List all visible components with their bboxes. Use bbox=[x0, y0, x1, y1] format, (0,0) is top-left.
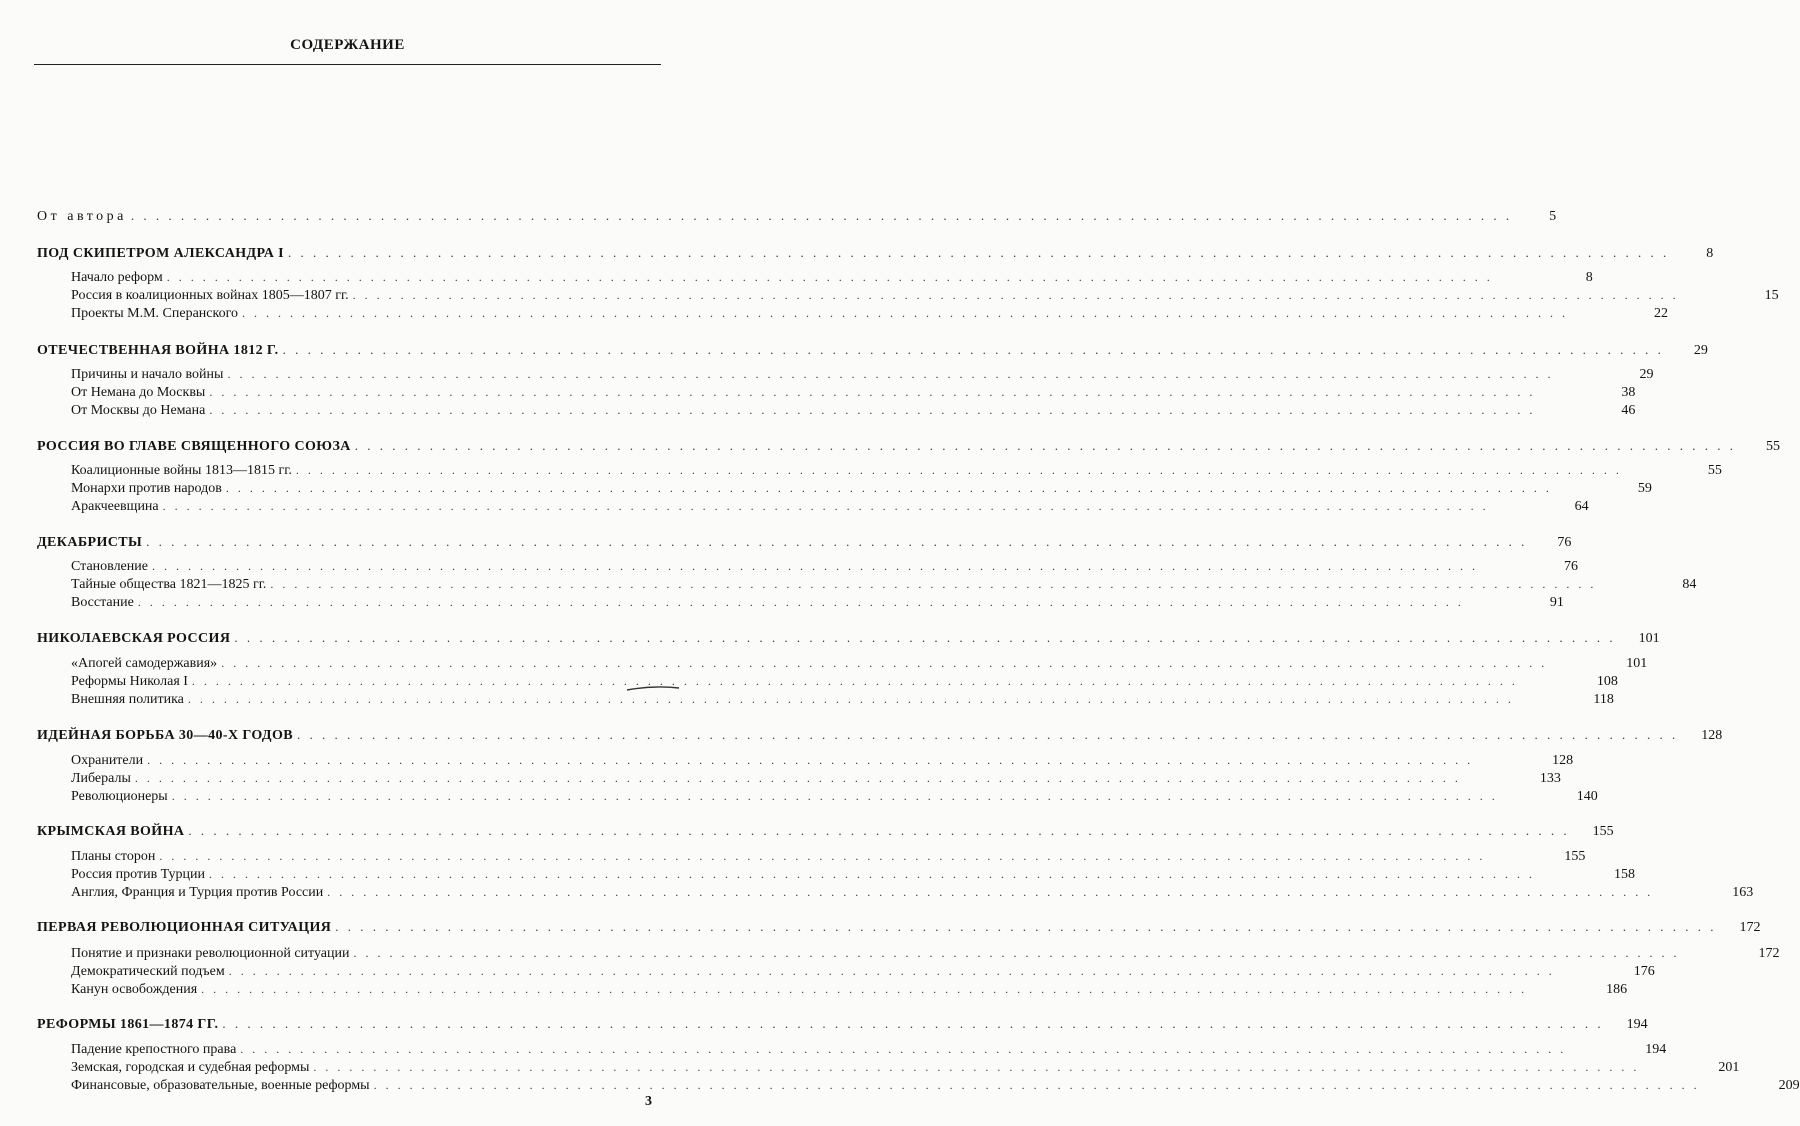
toc-chapter[interactable] bbox=[37, 244, 1714, 262]
page-number: 3 bbox=[645, 1094, 652, 1109]
section-page-number: 59 bbox=[1637, 481, 1652, 496]
section-title: Внешняя политика bbox=[71, 692, 184, 707]
dot-leader: . . . . . . . . . . . . . . . . . . . . . . . . . . . . . . . . . . . . . . . . . . . . . . . . . . . . . . . . . . . . . . . . . . . . . . . . . . . . . . . . . . . . . . . . . . . . . . . . . . . . . . . . . . . . . . . bbox=[146, 534, 1528, 549]
chapter-title: ПОД СКИПЕТРОМ АЛЕКСАНДРА I bbox=[37, 246, 284, 261]
section-page-number: 172 bbox=[1758, 946, 1780, 961]
dot-leader: . . . . . . . . . . . . . . . . . . . . . . . . . . . . . . . . . . . . . . . . . . . . . . . . . . . . . . . . . . . . . . . . . . . . . . . . . . . . . . . . . . . . . . . . . . . . . . . . . . . . . . . . . . . . . . . bbox=[240, 1042, 1567, 1056]
section-title: Аракчеевщина bbox=[71, 499, 159, 514]
dot-leader: . . . . . . . . . . . . . . . . . . . . . . . . . . . . . . . . . . . . . . . . . . . . . . . . . . . . . . . . . . . . . . . . . . . . . . . . . . . . . . . . . . . . . . . . . . . . . . . . . . . . . . . . . . . . . . . bbox=[313, 1060, 1640, 1074]
toc-section[interactable] bbox=[71, 557, 1578, 575]
section-title: Понятие и признаки революционной ситуации bbox=[71, 946, 350, 961]
toc-section[interactable] bbox=[71, 575, 1697, 593]
section-page-number: 163 bbox=[1732, 885, 1754, 900]
dot-leader: . . . . . . . . . . . . . . . . . . . . . . . . . . . . . . . . . . . . . . . . . . . . . . . . . . . . . . . . . . . . . . . . . . . . . . . . . . . . . . . . . . . . . . . . . . . . . . . . . . . . . . . . . . . . . . . bbox=[187, 692, 1514, 706]
section-title: Россия в коалиционных войнах 1805—1807 гг. bbox=[71, 288, 349, 303]
toc-chapter[interactable] bbox=[37, 533, 1572, 551]
dot-leader: . . . . . . . . . . . . . . . . . . . . . . . . . . . . . . . . . . . . . . . . . . . . . . . . . . . . . . . . . . . . . . . . . . . . . . . . . . . . . . . . . . . . . . . . . . . . . . . . . . . . . . . . . . . . . . . bbox=[241, 306, 1568, 320]
toc-section[interactable] bbox=[71, 383, 1636, 401]
dot-leader: . . . . . . . . . . . . . . . . . . . . . . . . . . . . . . . . . . . . . . . . . . . . . . . . . . . . . . . . . . . . . . . . . . . . . . . . . . . . . . . . . . . . . . . . . . . . . . . . . . . . . . . . . . . . . . . bbox=[270, 577, 1597, 591]
section-title: Проекты М.М. Сперанского bbox=[71, 306, 238, 321]
dot-leader: . . . . . . . . . . . . . . . . . . . . . . . . . . . . . . . . . . . . . . . . . . . . . . . . . . . . . . . . . . . . . . . . . . . . . . . . . . . . . . . . . . . . . . . . . . . . . . . . . . . . . . . . . . . . . . . bbox=[352, 288, 1679, 302]
chapter-title: ОТЕЧЕСТВЕННАЯ ВОЙНА 1812 Г. bbox=[37, 343, 279, 358]
chapter-title: ПЕРВАЯ РЕВОЛЮЦИОННАЯ СИТУАЦИЯ bbox=[37, 920, 332, 935]
dot-leader: . . . . . . . . . . . . . . . . . . . . . . . . . . . . . . . . . . . . . . . . . . . . . . . . . . . . . . . . . . . . . . . . . . . . . . . . . . . . . . . . . . . . . . . . . . . . . . . . . . . . . . . . . . . . . . . bbox=[287, 245, 1670, 260]
dot-leader: . . . . . . . . . . . . . . . . . . . . . . . . . . . . . . . . . . . . . . . . . . . . . . . . . . . . . . . . . . . . . . . . . . . . . . . . . . . . . . . . . . . . . . . . . . . . . . . . . . . . . . . . . . . . . . . bbox=[130, 208, 1513, 223]
section-page-number: 64 bbox=[1574, 499, 1589, 514]
toc-chapter[interactable] bbox=[37, 341, 1708, 359]
toc-section[interactable] bbox=[71, 962, 1655, 980]
section-page-number: 38 bbox=[1621, 385, 1636, 400]
section-title: Демократический подъем bbox=[71, 964, 225, 979]
section-title: Начало реформ bbox=[71, 270, 163, 285]
section-title: Россия против Турции bbox=[71, 867, 206, 882]
dot-leader: . . . . . . . . . . . . . . . . . . . . . . . . . . . . . . . . . . . . . . . . . . . . . . . . . . . . . . . . . . . . . . . . . . . . . . . . . . . . . . . . . . . . . . . . . . . . . . . . . . . . . . . . . . . . . . . bbox=[234, 630, 1616, 645]
header-rule bbox=[34, 64, 661, 65]
section-title: Земская, городская и судебная реформы bbox=[71, 1060, 310, 1075]
dot-leader: . . . . . . . . . . . . . . . . . . . . . . . . . . . . . . . . . . . . . . . . . . . . . . . . . . . . . . . . . . . . . . . . . . . . . . . . . . . . . . . . . . . . . . . . . . . . . . . . . . . . . . . . . . . . . . . bbox=[282, 342, 1664, 357]
chapter-page-number: 55 bbox=[1766, 439, 1780, 454]
section-title: Финансовые, образовательные, военные реформы bbox=[71, 1078, 370, 1093]
section-page-number: 194 bbox=[1645, 1042, 1667, 1057]
chapter-title: КРЫМСКАЯ ВОЙНА bbox=[37, 824, 185, 839]
section-title: Коалиционные войны 1813—1815 гг. bbox=[71, 463, 292, 478]
dot-leader: . . . . . . . . . . . . . . . . . . . . . . . . . . . . . . . . . . . . . . . . . . . . . . . . . . . . . . . . . . . . . . . . . . . . . . . . . . . . . . . . . . . . . . . . . . . . . . . . . . . . . . . . . . . . . . . bbox=[147, 753, 1474, 767]
toc-section[interactable] bbox=[71, 883, 1754, 901]
section-title: Англия, Франция и Турция против России bbox=[71, 885, 324, 900]
section-page-number: 22 bbox=[1653, 306, 1668, 321]
section-title: Революционеры bbox=[71, 789, 168, 804]
toc-section[interactable] bbox=[71, 865, 1636, 883]
section-title: От Москвы до Немана bbox=[71, 403, 206, 418]
chapter-page-number: 172 bbox=[1739, 920, 1761, 935]
section-title: Причины и начало войны bbox=[71, 367, 224, 382]
section-title: От Немана до Москвы bbox=[71, 385, 206, 400]
toc-entry-author[interactable] bbox=[37, 207, 1557, 225]
chapter-page-number: 194 bbox=[1626, 1017, 1648, 1032]
dot-leader: . . . . . . . . . . . . . . . . . . . . . . . . . . . . . . . . . . . . . . . . . . . . . . . . . . . . . . . . . . . . . . . . . . . . . . . . . . . . . . . . . . . . . . . . . . . . . . . . . . . . . . . . . . . . . . . bbox=[201, 982, 1528, 996]
chapter-title: РОССИЯ ВО ГЛАВЕ СВЯЩЕННОГО СОЮЗА bbox=[37, 439, 351, 454]
toc-section[interactable] bbox=[71, 268, 1593, 286]
dot-leader: . . . . . . . . . . . . . . . . . . . . . . . . . . . . . . . . . . . . . . . . . . . . . . . . . . . . . . . . . . . . . . . . . . . . . . . . . . . . . . . . . . . . . . . . . . . . . . . . . . . . . . . . . . . . . . . bbox=[221, 656, 1548, 670]
chapter-page-number: 29 bbox=[1693, 343, 1708, 358]
dot-leader: . . . . . . . . . . . . . . . . . . . . . . . . . . . . . . . . . . . . . . . . . . . . . . . . . . . . . . . . . . . . . . . . . . . . . . . . . . . . . . . . . . . . . . . . . . . . . . . . . . . . . . . . . . . . . . . bbox=[353, 946, 1680, 960]
toc-section[interactable] bbox=[71, 1076, 1800, 1094]
section-page-number: 128 bbox=[1552, 753, 1574, 768]
section-page-number: 91 bbox=[1549, 595, 1564, 610]
section-page-number: 76 bbox=[1563, 559, 1578, 574]
section-page-number: 186 bbox=[1606, 982, 1628, 997]
section-title: Восстание bbox=[71, 595, 134, 610]
toc-section[interactable] bbox=[71, 1040, 1667, 1058]
dot-leader: . . . . . . . . . . . . . . . . . . . . . . . . . . . . . . . . . . . . . . . . . . . . . . . . . . . . . . . . . . . . . . . . . . . . . . . . . . . . . . . . . . . . . . . . . . . . . . . . . . . . . . . . . . . . . . . bbox=[162, 499, 1489, 513]
section-page-number: 133 bbox=[1539, 771, 1561, 786]
toc-section[interactable] bbox=[71, 365, 1654, 383]
dot-leader: . . . . . . . . . . . . . . . . . . . . . . . . . . . . . . . . . . . . . . . . . . . . . . . . . . . . . . . . . . . . . . . . . . . . . . . . . . . . . . . . . . . . . . . . . . . . . . . . . . . . . . . . . . . . . . . bbox=[295, 463, 1622, 477]
chapter-title: ДЕКАБРИСТЫ bbox=[37, 535, 143, 550]
page-title: СОДЕРЖАНИЕ bbox=[290, 37, 405, 53]
chapter-title: НИКОЛАЕВСКАЯ РОССИЯ bbox=[37, 631, 231, 646]
toc-section[interactable] bbox=[71, 847, 1586, 865]
toc-section[interactable] bbox=[71, 751, 1574, 769]
dot-leader: . . . . . . . . . . . . . . . . . . . . . . . . . . . . . . . . . . . . . . . . . . . . . . . . . . . . . . . . . . . . . . . . . . . . . . . . . . . . . . . . . . . . . . . . . . . . . . . . . . . . . . . . . . . . . . . bbox=[159, 849, 1486, 863]
dot-leader: . . . . . . . . . . . . . . . . . . . . . . . . . . . . . . . . . . . . . . . . . . . . . . . . . . . . . . . . . . . . . . . . . . . . . . . . . . . . . . . . . . . . . . . . . . . . . . . . . . . . . . . . . . . . . . . bbox=[225, 481, 1552, 495]
dot-leader: . . . . . . . . . . . . . . . . . . . . . . . . . . . . . . . . . . . . . . . . . . . . . . . . . . . . . . . . . . . . . . . . . . . . . . . . . . . . . . . . . . . . . . . . . . . . . . . . . . . . . . . . . . . . . . . bbox=[327, 885, 1654, 899]
section-title: «Апогей самодержавия» bbox=[71, 656, 218, 671]
chapter-page-number: 101 bbox=[1638, 631, 1660, 646]
toc-chapter[interactable] bbox=[37, 918, 1761, 936]
toc-chapter[interactable] bbox=[37, 822, 1614, 840]
dot-leader: . . . . . . . . . . . . . . . . . . . . . . . . . . . . . . . . . . . . . . . . . . . . . . . . . . . . . . . . . . . . . . . . . . . . . . . . . . . . . . . . . . . . . . . . . . . . . . . . . . . . . . . . . . . . . . . bbox=[188, 823, 1570, 838]
toc-chapter[interactable] bbox=[37, 629, 1660, 647]
section-title: Тайные общества 1821—1825 гг. bbox=[71, 577, 267, 592]
section-page-number: 201 bbox=[1718, 1060, 1740, 1075]
toc-section[interactable] bbox=[71, 787, 1598, 805]
section-page-number: 15 bbox=[1764, 288, 1779, 303]
dot-leader: . . . . . . . . . . . . . . . . . . . . . . . . . . . . . . . . . . . . . . . . . . . . . . . . . . . . . . . . . . . . . . . . . . . . . . . . . . . . . . . . . . . . . . . . . . . . . . . . . . . . . . . . . . . . . . . bbox=[209, 403, 1536, 417]
section-page-number: 8 bbox=[1585, 270, 1593, 285]
chapter-page-number: 128 bbox=[1701, 728, 1723, 743]
toc-section[interactable] bbox=[71, 593, 1564, 611]
section-title: Охранители bbox=[71, 753, 144, 768]
toc-section[interactable] bbox=[71, 944, 1780, 962]
section-title: Либералы bbox=[71, 771, 131, 786]
section-page-number: 118 bbox=[1593, 692, 1614, 707]
dot-leader: . . . . . . . . . . . . . . . . . . . . . . . . . . . . . . . . . . . . . . . . . . . . . . . . . . . . . . . . . . . . . . . . . . . . . . . . . . . . . . . . . . . . . . . . . . . . . . . . . . . . . . . . . . . . . . . bbox=[354, 438, 1736, 453]
chapter-page-number: 76 bbox=[1557, 535, 1572, 550]
toc-section[interactable] bbox=[71, 980, 1628, 998]
dot-leader: . . . . . . . . . . . . . . . . . . . . . . . . . . . . . . . . . . . . . . . . . . . . . . . . . . . . . . . . . . . . . . . . . . . . . . . . . . . . . . . . . . . . . . . . . . . . . . . . . . . . . . . . . . . . . . . bbox=[335, 919, 1717, 934]
dot-leader: . . . . . . . . . . . . . . . . . . . . . . . . . . . . . . . . . . . . . . . . . . . . . . . . . . . . . . . . . . . . . . . . . . . . . . . . . . . . . . . . . . . . . . . . . . . . . . . . . . . . . . . . . . . . . . . bbox=[373, 1078, 1700, 1092]
toc-section[interactable] bbox=[71, 672, 1618, 690]
toc-chapter[interactable] bbox=[37, 726, 1723, 744]
section-title: Реформы Николая I bbox=[71, 674, 188, 689]
chapter-page-number: 155 bbox=[1592, 824, 1614, 839]
toc-page-number: 5 bbox=[1549, 209, 1557, 224]
dot-leader: . . . . . . . . . . . . . . . . . . . . . . . . . . . . . . . . . . . . . . . . . . . . . . . . . . . . . . . . . . . . . . . . . . . . . . . . . . . . . . . . . . . . . . . . . . . . . . . . . . . . . . . . . . . . . . . bbox=[151, 559, 1478, 573]
toc-section[interactable] bbox=[71, 497, 1589, 515]
section-page-number: 209 bbox=[1778, 1078, 1800, 1093]
dot-leader: . . . . . . . . . . . . . . . . . . . . . . . . . . . . . . . . . . . . . . . . . . . . . . . . . . . . . . . . . . . . . . . . . . . . . . . . . . . . . . . . . . . . . . . . . . . . . . . . . . . . . . . . . . . . . . . bbox=[137, 595, 1464, 609]
section-page-number: 176 bbox=[1633, 964, 1655, 979]
section-page-number: 101 bbox=[1626, 656, 1648, 671]
dot-leader: . . . . . . . . . . . . . . . . . . . . . . . . . . . . . . . . . . . . . . . . . . . . . . . . . . . . . . . . . . . . . . . . . . . . . . . . . . . . . . . . . . . . . . . . . . . . . . . . . . . . . . . . . . . . . . . bbox=[191, 674, 1518, 688]
chapter-title: ИДЕЙНАЯ БОРЬБА 30—40-Х ГОДОВ bbox=[37, 728, 293, 743]
toc-chapter[interactable] bbox=[37, 437, 1780, 455]
section-page-number: 158 bbox=[1614, 867, 1636, 882]
toc-section[interactable] bbox=[71, 769, 1561, 787]
toc-section[interactable] bbox=[71, 286, 1779, 304]
section-page-number: 46 bbox=[1621, 403, 1636, 418]
toc-section[interactable] bbox=[71, 461, 1722, 479]
section-page-number: 140 bbox=[1576, 789, 1598, 804]
section-page-number: 29 bbox=[1639, 367, 1654, 382]
dot-leader: . . . . . . . . . . . . . . . . . . . . . . . . . . . . . . . . . . . . . . . . . . . . . . . . . . . . . . . . . . . . . . . . . . . . . . . . . . . . . . . . . . . . . . . . . . . . . . . . . . . . . . . . . . . . . . . bbox=[209, 867, 1536, 881]
section-page-number: 84 bbox=[1682, 577, 1697, 592]
toc-entry-title: От автора bbox=[37, 209, 127, 224]
section-title: Канун освобождения bbox=[71, 982, 198, 997]
chapter-page-number: 8 bbox=[1706, 246, 1714, 261]
section-title: Падение крепостного права bbox=[71, 1042, 237, 1057]
toc-section[interactable] bbox=[71, 690, 1614, 708]
dot-leader: . . . . . . . . . . . . . . . . . . . . . . . . . . . . . . . . . . . . . . . . . . . . . . . . . . . . . . . . . . . . . . . . . . . . . . . . . . . . . . . . . . . . . . . . . . . . . . . . . . . . . . . . . . . . . . . bbox=[227, 367, 1554, 381]
toc-chapter[interactable] bbox=[37, 1015, 1648, 1033]
chapter-title: РЕФОРМЫ 1861—1874 ГГ. bbox=[37, 1017, 219, 1032]
toc-section[interactable] bbox=[71, 304, 1668, 322]
dot-leader: . . . . . . . . . . . . . . . . . . . . . . . . . . . . . . . . . . . . . . . . . . . . . . . . . . . . . . . . . . . . . . . . . . . . . . . . . . . . . . . . . . . . . . . . . . . . . . . . . . . . . . . . . . . . . . . bbox=[222, 1016, 1604, 1031]
dot-leader: . . . . . . . . . . . . . . . . . . . . . . . . . . . . . . . . . . . . . . . . . . . . . . . . . . . . . . . . . . . . . . . . . . . . . . . . . . . . . . . . . . . . . . . . . . . . . . . . . . . . . . . . . . . . . . . bbox=[296, 727, 1679, 742]
section-page-number: 108 bbox=[1596, 674, 1618, 689]
section-title: Планы сторон bbox=[71, 849, 156, 864]
toc-section[interactable] bbox=[71, 654, 1648, 672]
toc-section[interactable] bbox=[71, 401, 1636, 419]
dot-leader: . . . . . . . . . . . . . . . . . . . . . . . . . . . . . . . . . . . . . . . . . . . . . . . . . . . . . . . . . . . . . . . . . . . . . . . . . . . . . . . . . . . . . . . . . . . . . . . . . . . . . . . . . . . . . . . bbox=[209, 385, 1536, 399]
toc-section[interactable] bbox=[71, 1058, 1740, 1076]
section-page-number: 55 bbox=[1707, 463, 1722, 478]
section-page-number: 155 bbox=[1564, 849, 1586, 864]
section-title: Становление bbox=[71, 559, 148, 574]
dot-leader: . . . . . . . . . . . . . . . . . . . . . . . . . . . . . . . . . . . . . . . . . . . . . . . . . . . . . . . . . . . . . . . . . . . . . . . . . . . . . . . . . . . . . . . . . . . . . . . . . . . . . . . . . . . . . . . bbox=[166, 270, 1493, 284]
toc-section[interactable] bbox=[71, 479, 1652, 497]
dot-leader: . . . . . . . . . . . . . . . . . . . . . . . . . . . . . . . . . . . . . . . . . . . . . . . . . . . . . . . . . . . . . . . . . . . . . . . . . . . . . . . . . . . . . . . . . . . . . . . . . . . . . . . . . . . . . . . bbox=[228, 964, 1555, 978]
dot-leader: . . . . . . . . . . . . . . . . . . . . . . . . . . . . . . . . . . . . . . . . . . . . . . . . . . . . . . . . . . . . . . . . . . . . . . . . . . . . . . . . . . . . . . . . . . . . . . . . . . . . . . . . . . . . . . . bbox=[171, 789, 1498, 803]
dot-leader: . . . . . . . . . . . . . . . . . . . . . . . . . . . . . . . . . . . . . . . . . . . . . . . . . . . . . . . . . . . . . . . . . . . . . . . . . . . . . . . . . . . . . . . . . . . . . . . . . . . . . . . . . . . . . . . bbox=[134, 771, 1461, 785]
section-title: Монархи против народов bbox=[71, 481, 222, 496]
pen-underline-mark bbox=[625, 684, 681, 694]
